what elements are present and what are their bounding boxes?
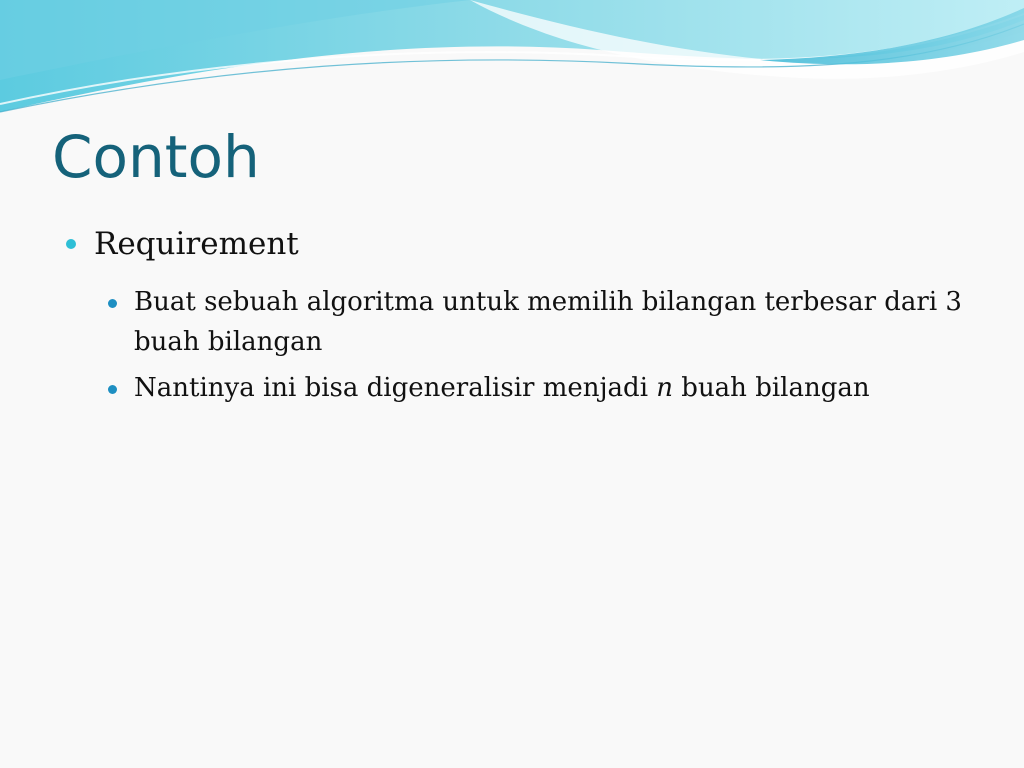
bullet-dot-icon: [108, 385, 117, 394]
bullet-dot-icon: [66, 239, 76, 249]
bullet-text-italic: n: [656, 373, 674, 403]
bullet-level2: [0, 368, 1024, 408]
bullet-text: Buat sebuah algoritma untuk memilih bilangan terbesar dari 3 buah bilangan: [134, 287, 962, 357]
bullet-level2: [0, 282, 1024, 362]
bullet-text-before: Nantinya ini bisa digeneralisir menjadi: [134, 373, 657, 403]
slide-title: Contoh: [52, 123, 260, 191]
slide-content: [0, 220, 1024, 408]
bullet-dot-icon: [108, 299, 117, 308]
bullet-text-after: buah bilangan: [673, 373, 870, 403]
bullet-level1: [0, 220, 1024, 268]
bullet-text: Requirement: [94, 226, 299, 262]
decorative-wave-header: [0, 0, 1024, 120]
